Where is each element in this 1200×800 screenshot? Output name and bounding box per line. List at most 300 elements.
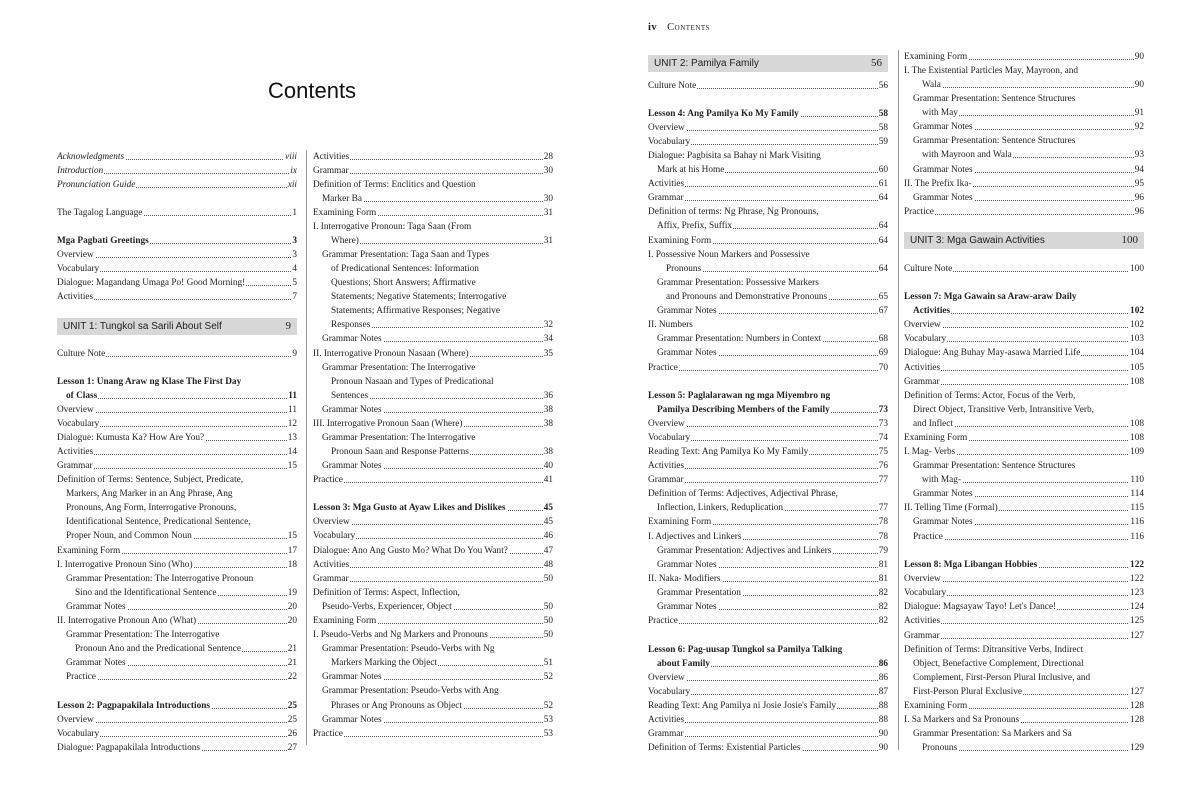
toc-entry-page: 20 (287, 616, 297, 626)
toc-entry[interactable] (904, 629, 1144, 643)
toc-entry-title: Grammar Notes (913, 165, 973, 175)
toc-entry-page: 78 (878, 532, 888, 542)
toc-entry[interactable] (648, 713, 888, 727)
toc-entry-title: Grammar Presentation (657, 588, 741, 598)
toc-entry-title: of Predicational Sentences: Information (331, 264, 479, 274)
toc-entry-title: I. Interrogative Pronoun: Taga Saan (From (313, 222, 472, 232)
toc-entry-page: 115 (1130, 503, 1144, 513)
toc-entry-title: Grammar Presentation: Sentence Structures (913, 136, 1076, 146)
toc-entry[interactable] (322, 431, 553, 445)
toc-entry-page: 11 (288, 391, 297, 401)
toc-entry[interactable] (66, 628, 297, 642)
toc-entry-title: Dialogue: Ang Buhay May-asawa Married Life (904, 348, 1081, 358)
toc-entry[interactable] (904, 501, 1144, 515)
toc-entry[interactable] (904, 332, 1144, 346)
toc-entry[interactable] (913, 685, 1144, 699)
toc-entry[interactable] (913, 657, 1144, 671)
toc-entry-title: Questions; Short Answers; Affirmative (331, 278, 476, 288)
toc-entry[interactable] (904, 361, 1144, 375)
toc-entry-title: Grammar Notes (913, 122, 973, 132)
toc-entry-title: Examining Form (648, 236, 712, 246)
toc-entry-page: 108 (1130, 433, 1144, 443)
toc-entry[interactable] (66, 572, 297, 586)
toc-entry-title: Lesson 2: Pagpapakilala Introductions (57, 701, 211, 711)
toc-entry[interactable] (913, 515, 1144, 529)
toc-entry-title: Dialogue: Kumusta Ka? How Are You? (57, 433, 205, 443)
toc-entry-title: Definition of Terms: Existential Particles (648, 743, 801, 753)
page-number: iv (648, 22, 658, 33)
toc-entry-title: Wala (922, 80, 941, 90)
toc-entry-page: 59 (878, 137, 888, 147)
toc-entry[interactable] (913, 459, 1144, 473)
toc-entry-page: 47 (543, 546, 553, 556)
toc-entry[interactable] (922, 473, 1144, 487)
toc-entry[interactable] (648, 572, 888, 586)
toc-entry[interactable] (904, 389, 1144, 403)
toc-entry[interactable] (75, 642, 297, 656)
toc-entry-page: 73 (878, 405, 888, 415)
toc-entry[interactable] (313, 501, 553, 515)
toc-entry[interactable] (904, 643, 1144, 657)
toc-entry[interactable] (648, 121, 888, 135)
toc-entry-title: II. Interrogative Pronoun Nasaan (Where) (313, 349, 469, 359)
toc-entry-page: 90 (878, 729, 888, 739)
toc-entry-title: Dialogue: Pagpapakilala Introductions (57, 743, 201, 753)
toc-entry[interactable] (57, 403, 297, 417)
toc-entry-page: 90 (1134, 52, 1144, 62)
toc-entry[interactable] (313, 614, 553, 628)
column-divider (306, 150, 307, 745)
toc-entry-title: Grammar Presentation: Sentence Structures (913, 94, 1076, 104)
toc-entry-title: Statements; Negative Statements; Interrogative (331, 292, 507, 302)
toc-entry[interactable] (57, 150, 297, 164)
toc-entry-title: Pronouns (922, 743, 958, 753)
toc-entry[interactable] (648, 318, 888, 332)
toc-entry-title: Grammar Notes (913, 193, 973, 203)
toc-entry[interactable] (648, 445, 888, 459)
toc-entry[interactable] (331, 290, 553, 304)
toc-entry[interactable] (913, 163, 1144, 177)
toc-entry[interactable] (57, 473, 297, 487)
toc-entry[interactable] (331, 389, 553, 403)
toc-entry-title: Vocabulary (57, 419, 100, 429)
toc-entry[interactable] (657, 403, 888, 417)
toc-entry[interactable] (57, 741, 297, 755)
toc-entry-page: 128 (1130, 715, 1144, 725)
toc-entry[interactable] (57, 713, 297, 727)
toc-entry-page: 34 (543, 334, 553, 344)
toc-entry[interactable] (913, 727, 1144, 741)
toc-entry-page: 77 (878, 475, 888, 485)
toc-entry-page: 90 (878, 743, 888, 753)
toc-entry[interactable] (648, 177, 888, 191)
toc-entry[interactable] (648, 191, 888, 205)
toc-entry[interactable] (648, 361, 888, 375)
toc-entry[interactable] (66, 515, 297, 529)
toc-entry[interactable] (57, 459, 297, 473)
toc-entry-page: 81 (878, 574, 888, 584)
toc-entry[interactable] (331, 445, 553, 459)
toc-entry[interactable] (57, 699, 297, 713)
toc-entry-title: I. The Existential Particles May, Mayroon, and (904, 66, 1079, 76)
toc-entry[interactable] (648, 135, 888, 149)
toc-entry-title: Markers Marking the Object (331, 658, 438, 668)
toc-entry[interactable] (648, 459, 888, 473)
toc-entry[interactable] (904, 318, 1144, 332)
toc-entry-page: 58 (878, 109, 888, 119)
toc-entry-title: Vocabulary (904, 334, 947, 344)
toc-entry-title: Definition of Terms: Actor, Focus of the Verb, (904, 391, 1076, 401)
toc-entry-title: Introduction (57, 166, 104, 176)
toc-entry[interactable] (657, 600, 888, 614)
toc-entry[interactable] (904, 346, 1144, 360)
toc-entry-title: Practice (904, 207, 934, 217)
toc-entry[interactable] (904, 262, 1144, 276)
toc-entry[interactable] (322, 332, 553, 346)
toc-entry-title: Grammar Presentation: The Interrogative (322, 363, 476, 373)
toc-entry-title: Markers, Ang Marker in an Ang Phrase, Ang (66, 489, 233, 499)
toc-entry[interactable] (57, 248, 297, 262)
toc-entry[interactable] (657, 219, 888, 233)
toc-entry[interactable] (648, 431, 888, 445)
toc-entry-title: Overview (904, 320, 941, 330)
toc-entry[interactable] (313, 586, 553, 600)
toc-entry-title: Mark at his Home (657, 165, 725, 175)
toc-entry[interactable] (904, 614, 1144, 628)
toc-entry-page: 110 (1130, 475, 1144, 485)
toc-entry-title: Lesson 5: Paglalarawan ng mga Miyembro ng (648, 391, 831, 401)
toc-entry-page: 94 (1134, 165, 1144, 175)
toc-entry-page: 74 (878, 433, 888, 443)
toc-entry-title: Vocabulary (57, 264, 100, 274)
toc-entry-title: Phrases or Ang Pronouns as Object (331, 701, 462, 711)
toc-entry[interactable] (57, 417, 297, 431)
toc-entry-page: 60 (878, 165, 888, 175)
toc-entry[interactable] (904, 50, 1144, 64)
toc-entry[interactable] (57, 431, 297, 445)
toc-entry[interactable] (313, 558, 553, 572)
toc-entry[interactable] (75, 586, 297, 600)
toc-entry-title: Practice (313, 475, 343, 485)
toc-entry[interactable] (904, 177, 1144, 191)
toc-entry-title: Grammar Notes (657, 560, 717, 570)
toc-entry[interactable] (57, 445, 297, 459)
toc-entry-title: Grammar Presentation: The Interrogative (66, 630, 220, 640)
toc-entry-title: Affix, Prefix, Suffix (657, 221, 733, 231)
toc-entry[interactable] (322, 459, 553, 473)
toc-entry[interactable] (313, 206, 553, 220)
toc-entry[interactable] (913, 120, 1144, 134)
toc-entry[interactable] (57, 290, 297, 304)
toc-entry[interactable] (331, 656, 553, 670)
toc-entry[interactable] (648, 530, 888, 544)
toc-entry-title: Direct Object, Transitive Verb, Intransitive Verb, (913, 405, 1094, 415)
toc-entry[interactable] (322, 192, 553, 206)
toc-entry-page: 123 (1130, 588, 1144, 598)
toc-entry[interactable] (648, 417, 888, 431)
toc-entry[interactable] (904, 64, 1144, 78)
toc-entry[interactable] (313, 727, 553, 741)
toc-entry-title: Lesson 6: Pag-uusap Tungkol sa Pamilya Talking (648, 645, 843, 655)
toc-entry[interactable] (648, 614, 888, 628)
toc-entry[interactable] (648, 515, 888, 529)
toc-entry-title: Activities (904, 363, 941, 373)
toc-entry[interactable] (922, 106, 1144, 120)
toc-entry[interactable] (657, 163, 888, 177)
toc-entry-page: 5 (292, 278, 297, 288)
page-title: Contents (268, 78, 357, 103)
toc-entry[interactable] (57, 727, 297, 741)
toc-entry[interactable] (648, 248, 888, 262)
toc-entry[interactable] (657, 276, 888, 290)
toc-entry-page: 77 (878, 503, 888, 513)
toc-entry[interactable] (648, 205, 888, 219)
toc-entry-page: 30 (543, 166, 553, 176)
toc-entry[interactable] (648, 741, 888, 755)
toc-entry[interactable] (648, 473, 888, 487)
toc-entry[interactable] (648, 685, 888, 699)
toc-entry-title: Examining Form (57, 546, 121, 556)
toc-entry-title: Activities (648, 715, 685, 725)
toc-entry-title: Grammar Presentation: Possessive Markers (657, 278, 819, 288)
toc-entry[interactable] (313, 178, 553, 192)
toc-entry-page: 90 (1134, 80, 1144, 90)
toc-entry[interactable] (904, 713, 1144, 727)
toc-entry-title: Acknowledgments (57, 152, 125, 162)
toc-entry[interactable] (904, 375, 1144, 389)
toc-entry-page: 64 (878, 193, 888, 203)
toc-entry-title: Examining Form (313, 208, 377, 218)
toc-entry[interactable] (913, 530, 1144, 544)
toc-entry[interactable] (913, 671, 1144, 685)
toc-entry-page: 76 (878, 461, 888, 471)
toc-entry-page: 22 (287, 672, 297, 682)
toc-entry[interactable] (313, 628, 553, 642)
toc-entry[interactable] (57, 178, 297, 192)
toc-entry[interactable] (313, 347, 553, 361)
toc-entry-page: 108 (1130, 377, 1144, 387)
toc-entry[interactable] (66, 529, 297, 543)
toc-entry[interactable] (648, 107, 888, 121)
toc-entry[interactable] (57, 234, 297, 248)
toc-entry[interactable] (313, 515, 553, 529)
toc-entry[interactable] (666, 262, 888, 276)
toc-entry-page: 53 (543, 729, 553, 739)
toc-entry-page: 26 (287, 729, 297, 739)
toc-entry[interactable] (657, 586, 888, 600)
toc-entry[interactable] (913, 304, 1144, 318)
toc-entry[interactable] (657, 304, 888, 318)
toc-entry[interactable] (313, 220, 553, 234)
toc-entry[interactable] (648, 389, 888, 403)
toc-entry[interactable] (313, 164, 553, 178)
toc-entry[interactable] (57, 206, 297, 220)
column-divider (898, 50, 899, 750)
toc-entry-page: 36 (543, 391, 553, 401)
toc-entry[interactable] (331, 262, 553, 276)
toc-entry-page: 21 (287, 658, 297, 668)
toc-entry-page: 81 (878, 560, 888, 570)
toc-entry-page: 7 (292, 292, 297, 302)
toc-entry[interactable] (648, 699, 888, 713)
toc-entry-title: Lesson 8: Mga Libangan Hobbies (904, 560, 1038, 570)
toc-entry-page: 51 (543, 658, 553, 668)
toc-entry-title: Practice (313, 729, 343, 739)
toc-entry[interactable] (313, 529, 553, 543)
toc-entry[interactable] (331, 318, 553, 332)
toc-entry-title: Overview (904, 574, 941, 584)
toc-entry[interactable] (313, 417, 553, 431)
toc-entry-page: 21 (287, 644, 297, 654)
toc-entry[interactable] (66, 670, 297, 684)
toc-entry-title: Pronoun Nasaan and Types of Predicational (331, 377, 494, 387)
toc-entry[interactable] (322, 642, 553, 656)
toc-entry-title: II. Naka- Modifiers (648, 574, 721, 584)
toc-entry[interactable] (648, 234, 888, 248)
toc-entry[interactable] (66, 600, 297, 614)
toc-entry[interactable] (331, 304, 553, 318)
toc-entry-title: Lesson 1: Unang Araw ng Klase The First Day (57, 377, 242, 387)
toc-entry[interactable] (313, 150, 553, 164)
toc-entry[interactable] (904, 586, 1144, 600)
running-head (648, 22, 710, 33)
toc-entry-page: 73 (878, 419, 888, 429)
toc-entry-title: Examining Form (313, 616, 377, 626)
toc-entry[interactable] (657, 558, 888, 572)
toc-entry[interactable] (922, 741, 1144, 755)
toc-entry-title: II. Numbers (648, 320, 693, 330)
toc-entry[interactable] (322, 600, 553, 614)
toc-entry[interactable] (331, 276, 553, 290)
toc-entry-title: Grammar (648, 193, 684, 203)
toc-entry-title: Pseudo-Verbs, Experiencer, Object (322, 602, 452, 612)
toc-entry[interactable] (57, 262, 297, 276)
toc-entry[interactable] (657, 346, 888, 360)
toc-entry-page: 92 (1134, 122, 1144, 132)
toc-entry-title: Grammar Presentation: The Interrogative Pronoun (66, 574, 254, 584)
toc-entry-title: Responses (331, 320, 371, 330)
toc-entry-title: Examining Form (904, 52, 968, 62)
toc-entry[interactable] (648, 149, 888, 163)
toc-entry-title: Pronouns (666, 264, 702, 274)
toc-entry-title: Dialogue: Magsayaw Tayo! Let's Dance! (904, 602, 1057, 612)
toc-entry[interactable] (666, 290, 888, 304)
toc-entry[interactable] (904, 600, 1144, 614)
toc-entry[interactable] (331, 375, 553, 389)
toc-entry-title: of Class (66, 391, 98, 401)
toc-entry-page: 64 (878, 221, 888, 231)
toc-entry-page: 91 (1134, 108, 1144, 118)
toc-entry[interactable] (57, 544, 297, 558)
toc-entry[interactable] (57, 614, 297, 628)
toc-entry[interactable] (648, 79, 888, 93)
toc-entry[interactable] (648, 727, 888, 741)
toc-entry-page: 103 (1130, 334, 1144, 344)
toc-entry[interactable] (904, 699, 1144, 713)
toc-entry[interactable] (904, 445, 1144, 459)
toc-entry[interactable] (313, 544, 553, 558)
toc-entry[interactable] (913, 403, 1144, 417)
toc-entry[interactable] (922, 148, 1144, 162)
toc-entry[interactable] (66, 487, 297, 501)
toc-entry-title: Grammar Notes (322, 405, 382, 415)
toc-entry[interactable] (913, 417, 1144, 431)
toc-entry[interactable] (922, 78, 1144, 92)
toc-entry[interactable] (904, 572, 1144, 586)
toc-entry[interactable] (648, 487, 888, 501)
toc-entry[interactable] (322, 684, 553, 698)
toc-entry[interactable] (648, 643, 888, 657)
toc-entry-page: 38 (543, 447, 553, 457)
toc-entry-page: ix (290, 166, 297, 176)
toc-entry-page: 46 (543, 531, 553, 541)
toc-entry[interactable] (913, 92, 1144, 106)
toc-entry-title: Practice (913, 532, 943, 542)
toc-entry[interactable] (657, 501, 888, 515)
toc-entry[interactable] (331, 699, 553, 713)
unit-title: UNIT 3: Mga Gawain Activities (910, 235, 1045, 246)
toc-entry[interactable] (913, 487, 1144, 501)
toc-entry[interactable] (66, 389, 297, 403)
toc-entry[interactable] (57, 276, 297, 290)
toc-entry[interactable] (904, 205, 1144, 219)
toc-entry-title: Pronouns, Ang Form, Interrogative Pronouns, (66, 503, 237, 513)
toc-entry[interactable] (322, 361, 553, 375)
toc-entry[interactable] (657, 544, 888, 558)
toc-entry[interactable] (322, 403, 553, 417)
toc-entry-page: 109 (1130, 447, 1144, 457)
toc-entry-title: Vocabulary (904, 588, 947, 598)
toc-entry-title: Pronunciation Guide (57, 180, 136, 190)
toc-entry-title: Activities (648, 461, 685, 471)
toc-entry[interactable] (913, 134, 1144, 148)
toc-entry-title: Activities (57, 447, 94, 457)
unit-header (904, 232, 1144, 249)
toc-entry-page: 78 (878, 517, 888, 527)
toc-entry-title: Grammar Notes (657, 348, 717, 358)
toc-entry-title: Grammar Presentation: Sa Markers and Sa (913, 729, 1072, 739)
toc-entry-title: II. Interrogative Pronoun Ano (What) (57, 616, 197, 626)
toc-entry-page: 125 (1130, 616, 1144, 626)
toc-entry[interactable] (904, 558, 1144, 572)
toc-entry-title: II. The Prefix Ika- (904, 179, 972, 189)
toc-entry-page: 38 (543, 405, 553, 415)
toc-entry[interactable] (648, 671, 888, 685)
toc-entry-page: 45 (543, 503, 553, 513)
unit-title: UNIT 1: Tungkol sa Sarili About Self (63, 321, 222, 332)
toc-entry[interactable] (904, 431, 1144, 445)
toc-entry[interactable] (57, 164, 297, 178)
toc-entry[interactable] (57, 375, 297, 389)
toc-entry[interactable] (66, 656, 297, 670)
toc-entry[interactable] (322, 248, 553, 262)
toc-entry[interactable] (313, 572, 553, 586)
toc-entry[interactable] (904, 290, 1144, 304)
toc-entry[interactable] (57, 558, 297, 572)
toc-entry[interactable] (657, 332, 888, 346)
toc-entry[interactable] (913, 191, 1144, 205)
toc-entry[interactable] (322, 670, 553, 684)
toc-entry-page: 82 (878, 602, 888, 612)
toc-entry[interactable] (657, 657, 888, 671)
toc-entry[interactable] (57, 347, 297, 361)
toc-entry[interactable] (331, 234, 553, 248)
toc-entry-title: Examining Form (904, 701, 968, 711)
toc-entry[interactable] (322, 713, 553, 727)
toc-entry-title: Definition of Terms: Aspect, Inflection, (313, 588, 460, 598)
toc-entry[interactable] (313, 473, 553, 487)
toc-entry[interactable] (66, 501, 297, 515)
